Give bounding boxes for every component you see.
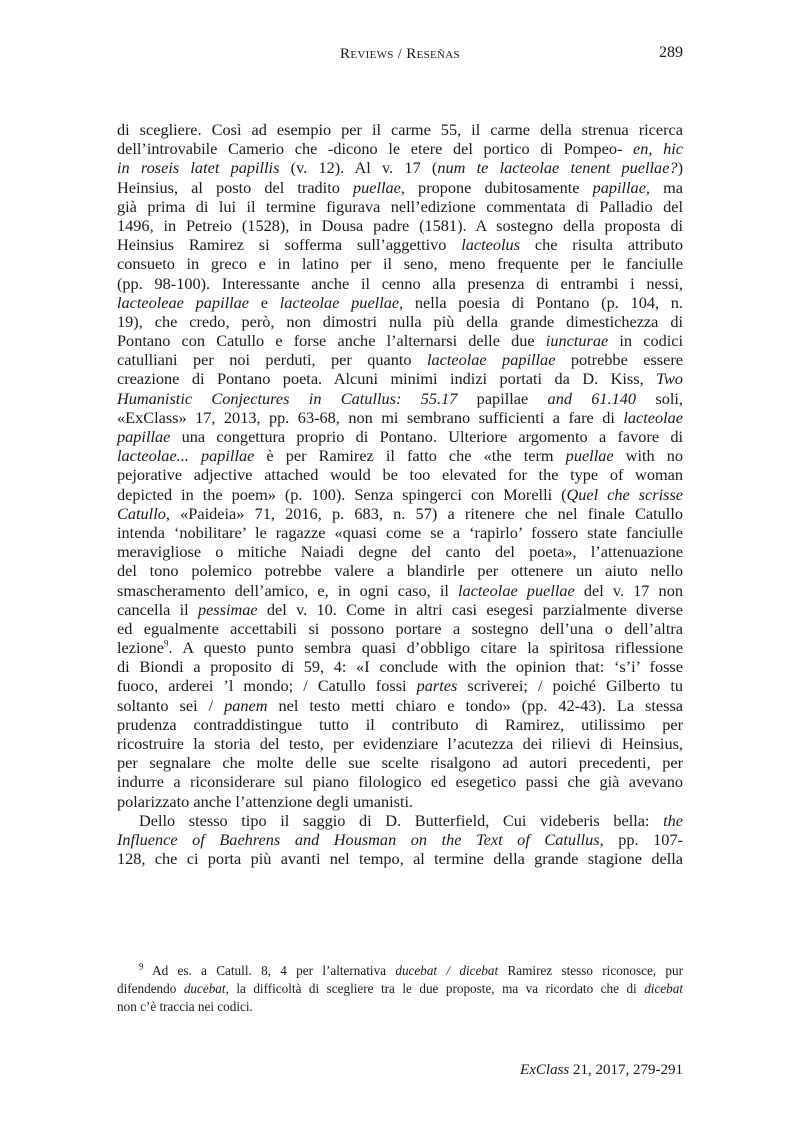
text-line xyxy=(117,830,683,849)
text-segment: soltanto sei / xyxy=(117,695,225,715)
text-segment: polarizzato anche l’attenzione degli umanisti. xyxy=(117,791,414,811)
text-segment: consueto in greco e in latino per il seno, meno frequente per le fanciulle xyxy=(117,254,683,274)
text-line xyxy=(117,523,683,542)
text-segment: del v. 17 non xyxy=(574,580,683,600)
text-line xyxy=(117,504,683,523)
text-line xyxy=(117,331,683,350)
text-segment: di scegliere. Così ad esempio per il carme 55, il carme della strenua ricerca xyxy=(117,120,683,139)
italic-text: papillae xyxy=(117,427,171,446)
italic-text: Quel che scrisse xyxy=(566,484,684,504)
italic-text: the xyxy=(663,810,683,830)
text-segment: intenda ‘nobilitare’ le ragazze «quasi come se a ‘rapirlo’ fossero state fanciulle xyxy=(117,522,683,542)
italic-text: pessimae xyxy=(197,599,258,619)
text-segment: Ramirez stesso riconosce, pur xyxy=(498,963,683,978)
footnotes xyxy=(117,962,683,1016)
text-line xyxy=(117,293,683,312)
footnote-line xyxy=(117,998,683,1016)
text-line xyxy=(117,120,683,139)
text-line xyxy=(117,350,683,369)
italic-text: and 61.140 xyxy=(547,388,637,408)
italic-text: lacteoleae papillae xyxy=(117,292,250,312)
italic-text: en, hic xyxy=(633,139,684,159)
text-segment: ma xyxy=(650,177,683,197)
page-number: 289 xyxy=(659,44,683,61)
italic-text: num te lacteolae tenent puellae? xyxy=(437,158,678,178)
italic-text: iuncturae xyxy=(545,331,609,351)
italic-text: Humanistic Conjectures in Catullus: 55.17 xyxy=(117,388,458,408)
italic-text: lacteolae puellae xyxy=(458,580,575,600)
text-segment: (v. 12). Al v. 17 ( xyxy=(279,158,438,178)
text-segment: cancella il xyxy=(117,599,198,619)
text-segment: del v. 10. Come in altri casi esegesi parzialmente diverse xyxy=(257,599,683,619)
text-line xyxy=(117,389,683,408)
text-line xyxy=(117,139,683,158)
text-segment: per segnalare che molte delle sue scelte risalgono ad autori precedenti, per xyxy=(117,753,683,773)
text-line xyxy=(117,408,683,427)
text-line xyxy=(117,753,683,772)
text-segment: una congettura proprio di Pontano. Ulteriore argomento a favore di xyxy=(170,427,683,446)
text-segment: di Biondi a proposito di 59, 4: «I conclude with the opinion that: ‘s’i’ fosse xyxy=(117,657,683,677)
text-segment: nel testo metti chiaro e tondo» (pp. 42-43). La stessa xyxy=(267,695,684,715)
text-segment: with no xyxy=(613,446,684,466)
footnote-line xyxy=(117,980,683,998)
text-segment: ricostruire la storia del testo, per evidenziare l’acutezza dei rilievi di Heinsius, xyxy=(117,734,683,753)
text-line xyxy=(117,446,683,465)
running-header xyxy=(117,44,683,68)
text-line xyxy=(117,792,683,811)
text-segment: , nella poesia di Pontano (p. 104, n. xyxy=(399,292,684,312)
italic-text: panem xyxy=(224,695,268,715)
italic-text: lacteolae papillae xyxy=(426,350,556,370)
text-segment: (pp. 98-100). Interessante anche il cenno alla presenza di entrambi i nessi, xyxy=(117,273,683,293)
text-line xyxy=(117,197,683,216)
text-segment: già prima di lui il termine figurava nell’edizione commentata di Palladio del xyxy=(117,196,683,216)
italic-text: in roseis latet papillis xyxy=(117,158,280,178)
italic-text: puellae xyxy=(565,446,614,466)
text-line xyxy=(117,657,683,676)
text-line xyxy=(117,158,683,177)
text-segment: pejorative adjective attached would be too elevated for the type of woman xyxy=(117,465,683,485)
text-line xyxy=(117,696,683,715)
text-line xyxy=(117,254,683,273)
text-segment: non c’è traccia nei codici. xyxy=(117,999,253,1014)
text-line xyxy=(117,216,683,235)
text-line xyxy=(117,369,683,388)
text-segment: «ExClass» 17, 2013, pp. 63-68, non mi sembrano sufficienti a fare di xyxy=(117,407,624,427)
text-segment: soli, xyxy=(636,388,683,408)
text-line xyxy=(117,542,683,561)
text-line xyxy=(117,485,683,504)
text-segment: papillae xyxy=(457,388,548,408)
text-line xyxy=(117,312,683,331)
text-segment: e xyxy=(249,292,280,312)
text-segment: del tono polemico potrebbe valere a blandirle per ottenere un aiuto nello xyxy=(117,561,683,581)
text-segment: 128, che ci porta più avanti nel tempo, al termine della grande stagione della xyxy=(117,849,683,869)
footnote-line xyxy=(117,962,683,980)
text-segment: che risulta attributo xyxy=(520,235,683,255)
text-segment: difendendo xyxy=(117,981,184,996)
italic-text: ducebat / dicebat xyxy=(395,963,499,978)
journal-citation xyxy=(520,1062,683,1079)
text-line xyxy=(117,734,683,753)
text-line xyxy=(117,772,683,791)
italic-text: lacteolus xyxy=(461,235,521,255)
text-segment: lezione xyxy=(117,638,165,658)
text-segment: , la difficoltà di scegliere tra le due proposte, ma va ricordato che di xyxy=(225,981,645,996)
text-line xyxy=(117,235,683,254)
text-line xyxy=(117,561,683,580)
text-segment: in codici xyxy=(608,331,683,351)
italic-text: Catullo xyxy=(117,503,166,523)
text-line xyxy=(117,811,683,830)
text-segment: potrebbe essere xyxy=(555,350,683,370)
text-segment: smascheramento dell’amico, e, in ogni caso, il xyxy=(117,580,459,600)
italic-text: lacteolae... papillae xyxy=(117,446,255,466)
italic-text: ducebat xyxy=(183,981,226,996)
text-segment: Dello stesso tipo il saggio di D. Butterfield, Cui videberis bella: xyxy=(139,810,664,830)
text-segment: Heinsius Ramirez si sofferma sull’aggettivo xyxy=(117,235,462,255)
citation-details: 21, 2017, 279-291 xyxy=(569,1062,683,1078)
footnote-marker: 9 xyxy=(139,961,144,972)
text-line xyxy=(117,619,683,638)
text-segment: indurre a riconsiderare sul piano filologico ed esegetico passi che già avevano xyxy=(117,772,683,792)
text-line xyxy=(117,274,683,293)
italic-text: puellae xyxy=(352,177,401,197)
text-segment: 1496, in Petreio (1528), in Dousa padre (1581). A sostegno della proposta di xyxy=(117,215,683,235)
text-segment: Heinsius, al posto del tradito xyxy=(117,177,353,197)
text-line xyxy=(117,465,683,484)
text-segment: , propone dubitosamente xyxy=(400,177,593,197)
running-title: Reviews / Reseñas xyxy=(340,46,460,62)
text-segment: prudenza contraddistingue tutto il contributo di Ramirez, utilissimo per xyxy=(117,714,683,734)
italic-text: Influence of Baehrens and Housman on the Text of Catullus xyxy=(117,829,600,849)
text-segment: , «Paideia» 71, 2016, p. 683, n. 57) a ritenere che nel finale Catullo xyxy=(165,503,683,523)
italic-text: papillae, xyxy=(592,177,650,197)
text-segment: dell’introvabile Camerio che -dicono le etere del portico di Pompeo- xyxy=(117,139,634,159)
text-line xyxy=(117,178,683,197)
journal-name: ExClass xyxy=(520,1062,570,1078)
italic-text: partes xyxy=(416,676,458,696)
text-line xyxy=(117,849,683,868)
body-text xyxy=(117,120,683,868)
text-line xyxy=(117,676,683,695)
text-segment: creazione di Pontano poeta. Alcuni minimi indizi portati da D. Kiss, xyxy=(117,369,657,389)
text-segment: . A questo punto sembra quasi d’obbligo citare la spiritosa riflessione xyxy=(168,638,683,658)
text-segment: Ad es. a Catull. 8, 4 per l’alternativa xyxy=(143,963,396,978)
footnote-marker: 9 xyxy=(164,638,169,649)
text-line xyxy=(117,715,683,734)
text-line xyxy=(117,581,683,600)
italic-text: lacteolae puellae xyxy=(279,292,400,312)
italic-text: dicebat xyxy=(644,981,684,996)
text-segment: , pp. 107- xyxy=(599,829,684,849)
text-segment: ) xyxy=(677,158,683,178)
text-line xyxy=(117,427,683,446)
text-segment: catulliani per noi perduti, per quanto xyxy=(117,350,427,370)
text-segment: meravigliose o mitiche Naiadi degne del canto del poeta», l’attenuazione xyxy=(117,542,683,562)
text-segment: è per Ramirez il fatto che «the term xyxy=(254,446,566,466)
text-line xyxy=(117,638,683,657)
text-segment: Pontano con Catullo e forse anche l’alternarsi delle due xyxy=(117,331,546,351)
italic-text: lacteolae xyxy=(623,407,683,427)
text-segment: 19), che credo, però, non dimostri nulla più della grande dimestichezza di xyxy=(117,311,683,331)
text-segment: fuoco, arderei ’l mondo; / Catullo fossi xyxy=(117,676,417,696)
text-line xyxy=(117,600,683,619)
text-segment: ed egualmente accettabili si possono portare a sostegno dell’una o dell’altra xyxy=(117,618,683,638)
text-segment: depicted in the poem» (p. 100). Senza spingerci con Morelli ( xyxy=(117,484,567,504)
text-segment: scriverei; / poiché Gilberto tu xyxy=(457,676,684,696)
italic-text: Two xyxy=(656,369,683,389)
